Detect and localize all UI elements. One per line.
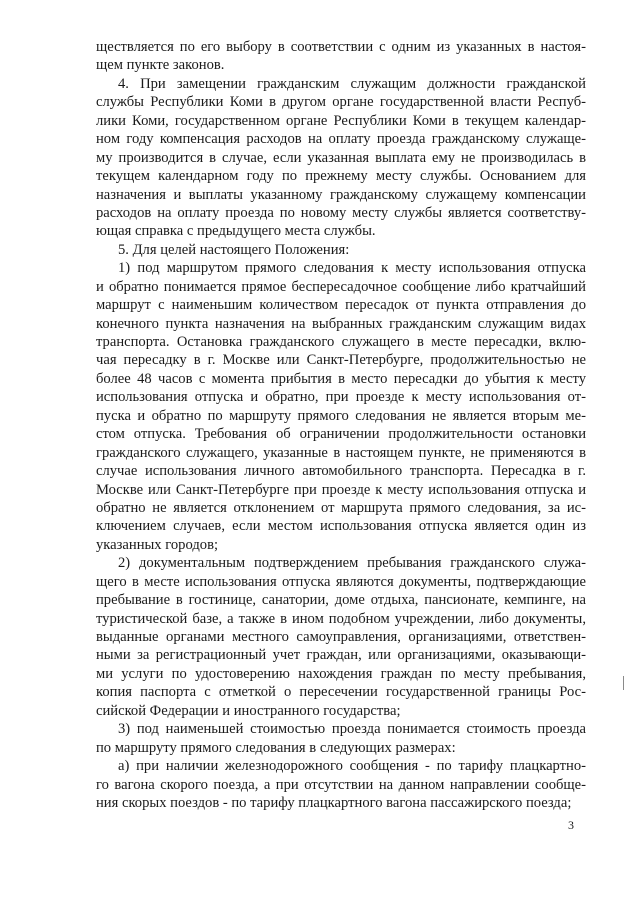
text-line: стом отпуска. Требования об ограничении продолжительности остановки xyxy=(96,426,586,443)
text-line: ществляется по его выбору в соответствии с одним из указанных в настоя- xyxy=(96,39,586,55)
text-line: щего в месте использования отпуска являются документы, подтверждающие xyxy=(96,573,586,590)
text-line: копия паспорта с отметкой о пересечении государственной границы Рос- xyxy=(96,684,586,701)
document-body xyxy=(96,38,586,812)
text-line: указанных городов; xyxy=(96,536,219,553)
text-line: пуска и обратно по маршруту прямого следования не является вторым ме- xyxy=(96,407,586,424)
text-line: 2) документальным подтверждением пребывания гражданского служа- xyxy=(118,555,586,572)
text-line: использования отпуска и обратно, при проезде к месту использования от- xyxy=(96,389,586,406)
text-line: и обратно понимается прямое беспересадочное сообщение либо кратчайший xyxy=(96,278,586,295)
text-line: ния скорых поездов - по тарифу плацкартного вагона пассажирского поезда; xyxy=(96,794,572,811)
text-line: му производится в случае, если указанная выплата ему не производилась в xyxy=(96,149,586,166)
text-line: ными за регистрационный учет граждан, или организациями, оказывающи- xyxy=(96,647,586,664)
text-line: ми услуги по удостоверению нахождения граждан по месту пребывания, xyxy=(96,665,586,682)
text-line: сийской Федерации и иностранного государства; xyxy=(96,702,401,719)
text-line: туристической базе, а также в ином подобном учреждении, либо документы, xyxy=(96,610,586,627)
text-line: назначения и выплаты указанному гражданскому служащему компенсации xyxy=(96,186,586,203)
text-line: выданные органами местного самоуправления, организациями, ответствен- xyxy=(96,629,586,645)
text-line: 4. При замещении гражданским служащим должности гражданской xyxy=(118,75,586,92)
text-line: службы Республики Коми в другом органе государственной власти Респуб- xyxy=(96,94,586,111)
text-line: более 48 часов с момента прибытия в место пересадки до убытия к месту xyxy=(96,370,586,387)
text-line: транспорта. Остановка гражданского служащего в месте пересадки, вклю- xyxy=(96,334,586,350)
text-line: 1) под маршрутом прямого следования к месту использования отпуска xyxy=(118,260,586,277)
text-line: ключением случаев, если местом использования отпуска является один из xyxy=(96,518,586,535)
text-line: 3) под наименьшей стоимостью проезда понимается стоимость проезда xyxy=(118,721,586,738)
text-line: конечного пункта назначения на выбранных гражданским служащим видах xyxy=(96,315,586,332)
page-number: 3 xyxy=(568,818,574,832)
text-line: лики Коми, государственном органе Республики Коми в текущем календар- xyxy=(96,112,586,129)
text-line: а) при наличии железнодорожного сообщения - по тарифу плацкартно- xyxy=(118,758,586,775)
text-line: гражданского служащего, указанные в настоящем пункте, не применяются в xyxy=(96,444,586,461)
scan-artifact-mark xyxy=(623,676,624,690)
text-line: Москве или Санкт-Петербурге при проезде к месту использования отпуска и xyxy=(96,481,586,498)
text-line: чая пересадку в г. Москве или Санкт-Петербурге, продолжительностью не xyxy=(96,352,586,369)
text-line: ющая справка с предыдущего места службы. xyxy=(96,223,376,240)
text-line: расходов на оплату проезда по новому месту службы является соответству- xyxy=(96,204,586,221)
text-line: пребывание в гостинице, санатории, доме отдыха, пансионате, кемпинге, на xyxy=(96,592,586,609)
text-line: щем пункте законов. xyxy=(96,57,225,74)
text-line: по маршруту прямого следования в следующих размерах: xyxy=(96,739,456,756)
text-line: случае использования личного автомобильного транспорта. Пересадка в г. xyxy=(96,463,586,480)
text-line: обратно не является отклонением от маршрута прямого следования, за ис- xyxy=(96,499,586,516)
text-line: ном году компенсация расходов на оплату проезда гражданскому служаще- xyxy=(96,131,586,148)
text-line: маршрут с наименьшим количеством пересадок от пункта отправления до xyxy=(96,297,586,314)
text-line: 5. Для целей настоящего Положения: xyxy=(118,241,350,258)
text-line: го вагона скорого поезда, а при отсутствии на данном направлении сообще- xyxy=(96,776,586,793)
text-line: текущем календарном году по прежнему месту службы. Основанием для xyxy=(96,168,586,185)
